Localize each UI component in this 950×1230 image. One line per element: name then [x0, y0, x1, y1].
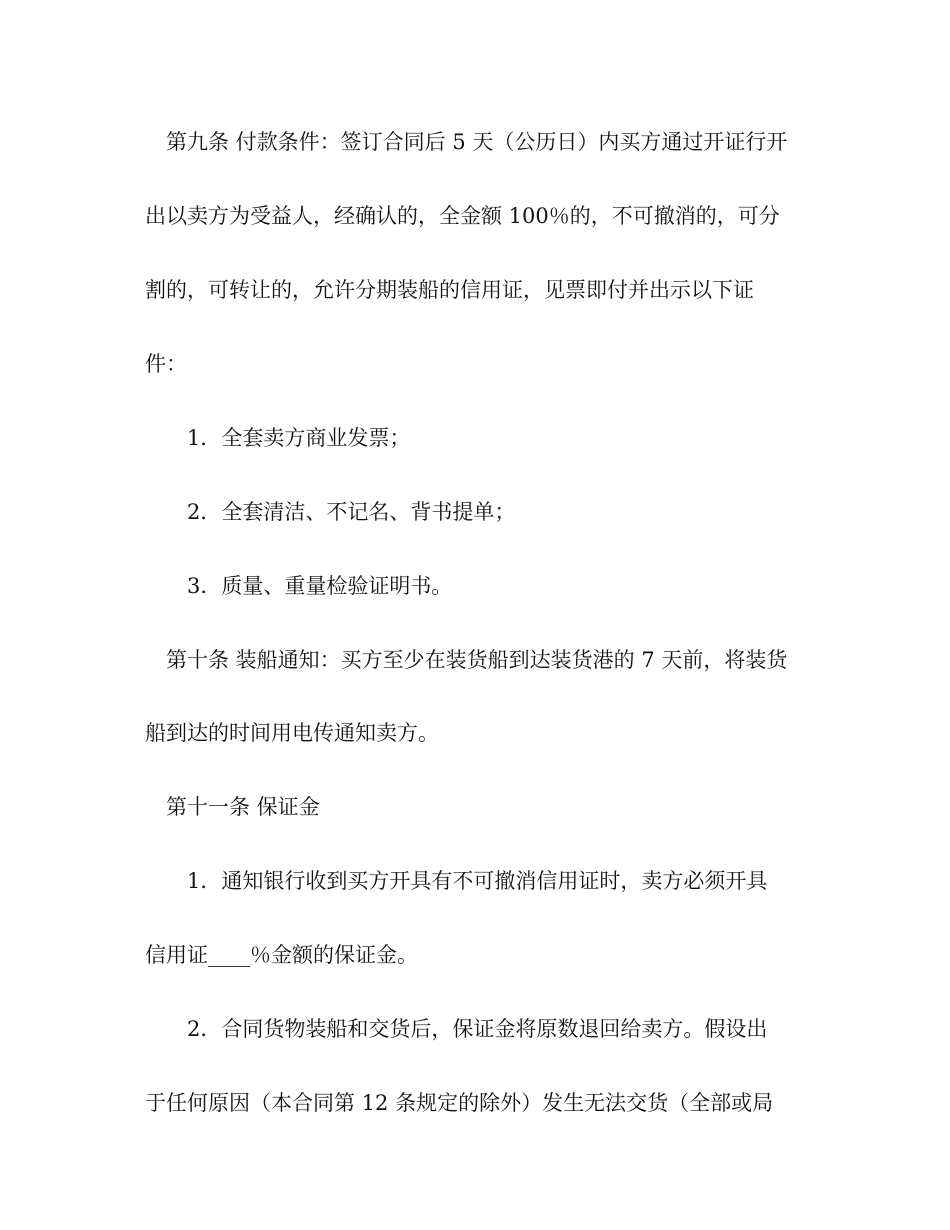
clause-11-heading: 第十一条 保证金	[166, 795, 320, 819]
clause-11-item-2-line-1: 2．合同货物装船和交货后，保证金将原数退回给卖方。假设出	[187, 1017, 768, 1041]
clause-9-item-3: 3．质量、重量检验证明书。	[187, 574, 453, 598]
clause-10-line-2: 船到达的时间用电传通知卖方。	[145, 721, 439, 745]
clause-9-line-3: 割的，可转让的，允许分期装船的信用证，见票即付并出示以下证	[145, 278, 754, 302]
clause-9-line-1: 第九条 付款条件：签订合同后 5 天（公历日）内买方通过开证行开	[166, 130, 788, 154]
clause-9-line-2: 出以卖方为受益人，经确认的，全金额 100％的，不可撤消的，可分	[145, 204, 780, 228]
clause-9-line-4: 件：	[145, 352, 187, 376]
clause-11-item-1-line-2: 信用证____％金额的保证金。	[145, 943, 418, 967]
clause-9-item-1: 1．全套卖方商业发票；	[187, 426, 411, 450]
clause-9-item-2: 2．全套清洁、不记名、背书提单；	[187, 500, 516, 524]
clause-10-line-1: 第十条 装船通知：买方至少在装货船到达装货港的 7 天前，将装货	[166, 648, 788, 672]
clause-11-item-2-line-2: 于任何原因（本合同第 12 条规定的除外）发生无法交货（全部或局	[145, 1091, 774, 1115]
clause-11-item-1-line-1: 1．通知银行收到买方开具有不可撤消信用证时，卖方必须开具	[187, 869, 768, 893]
